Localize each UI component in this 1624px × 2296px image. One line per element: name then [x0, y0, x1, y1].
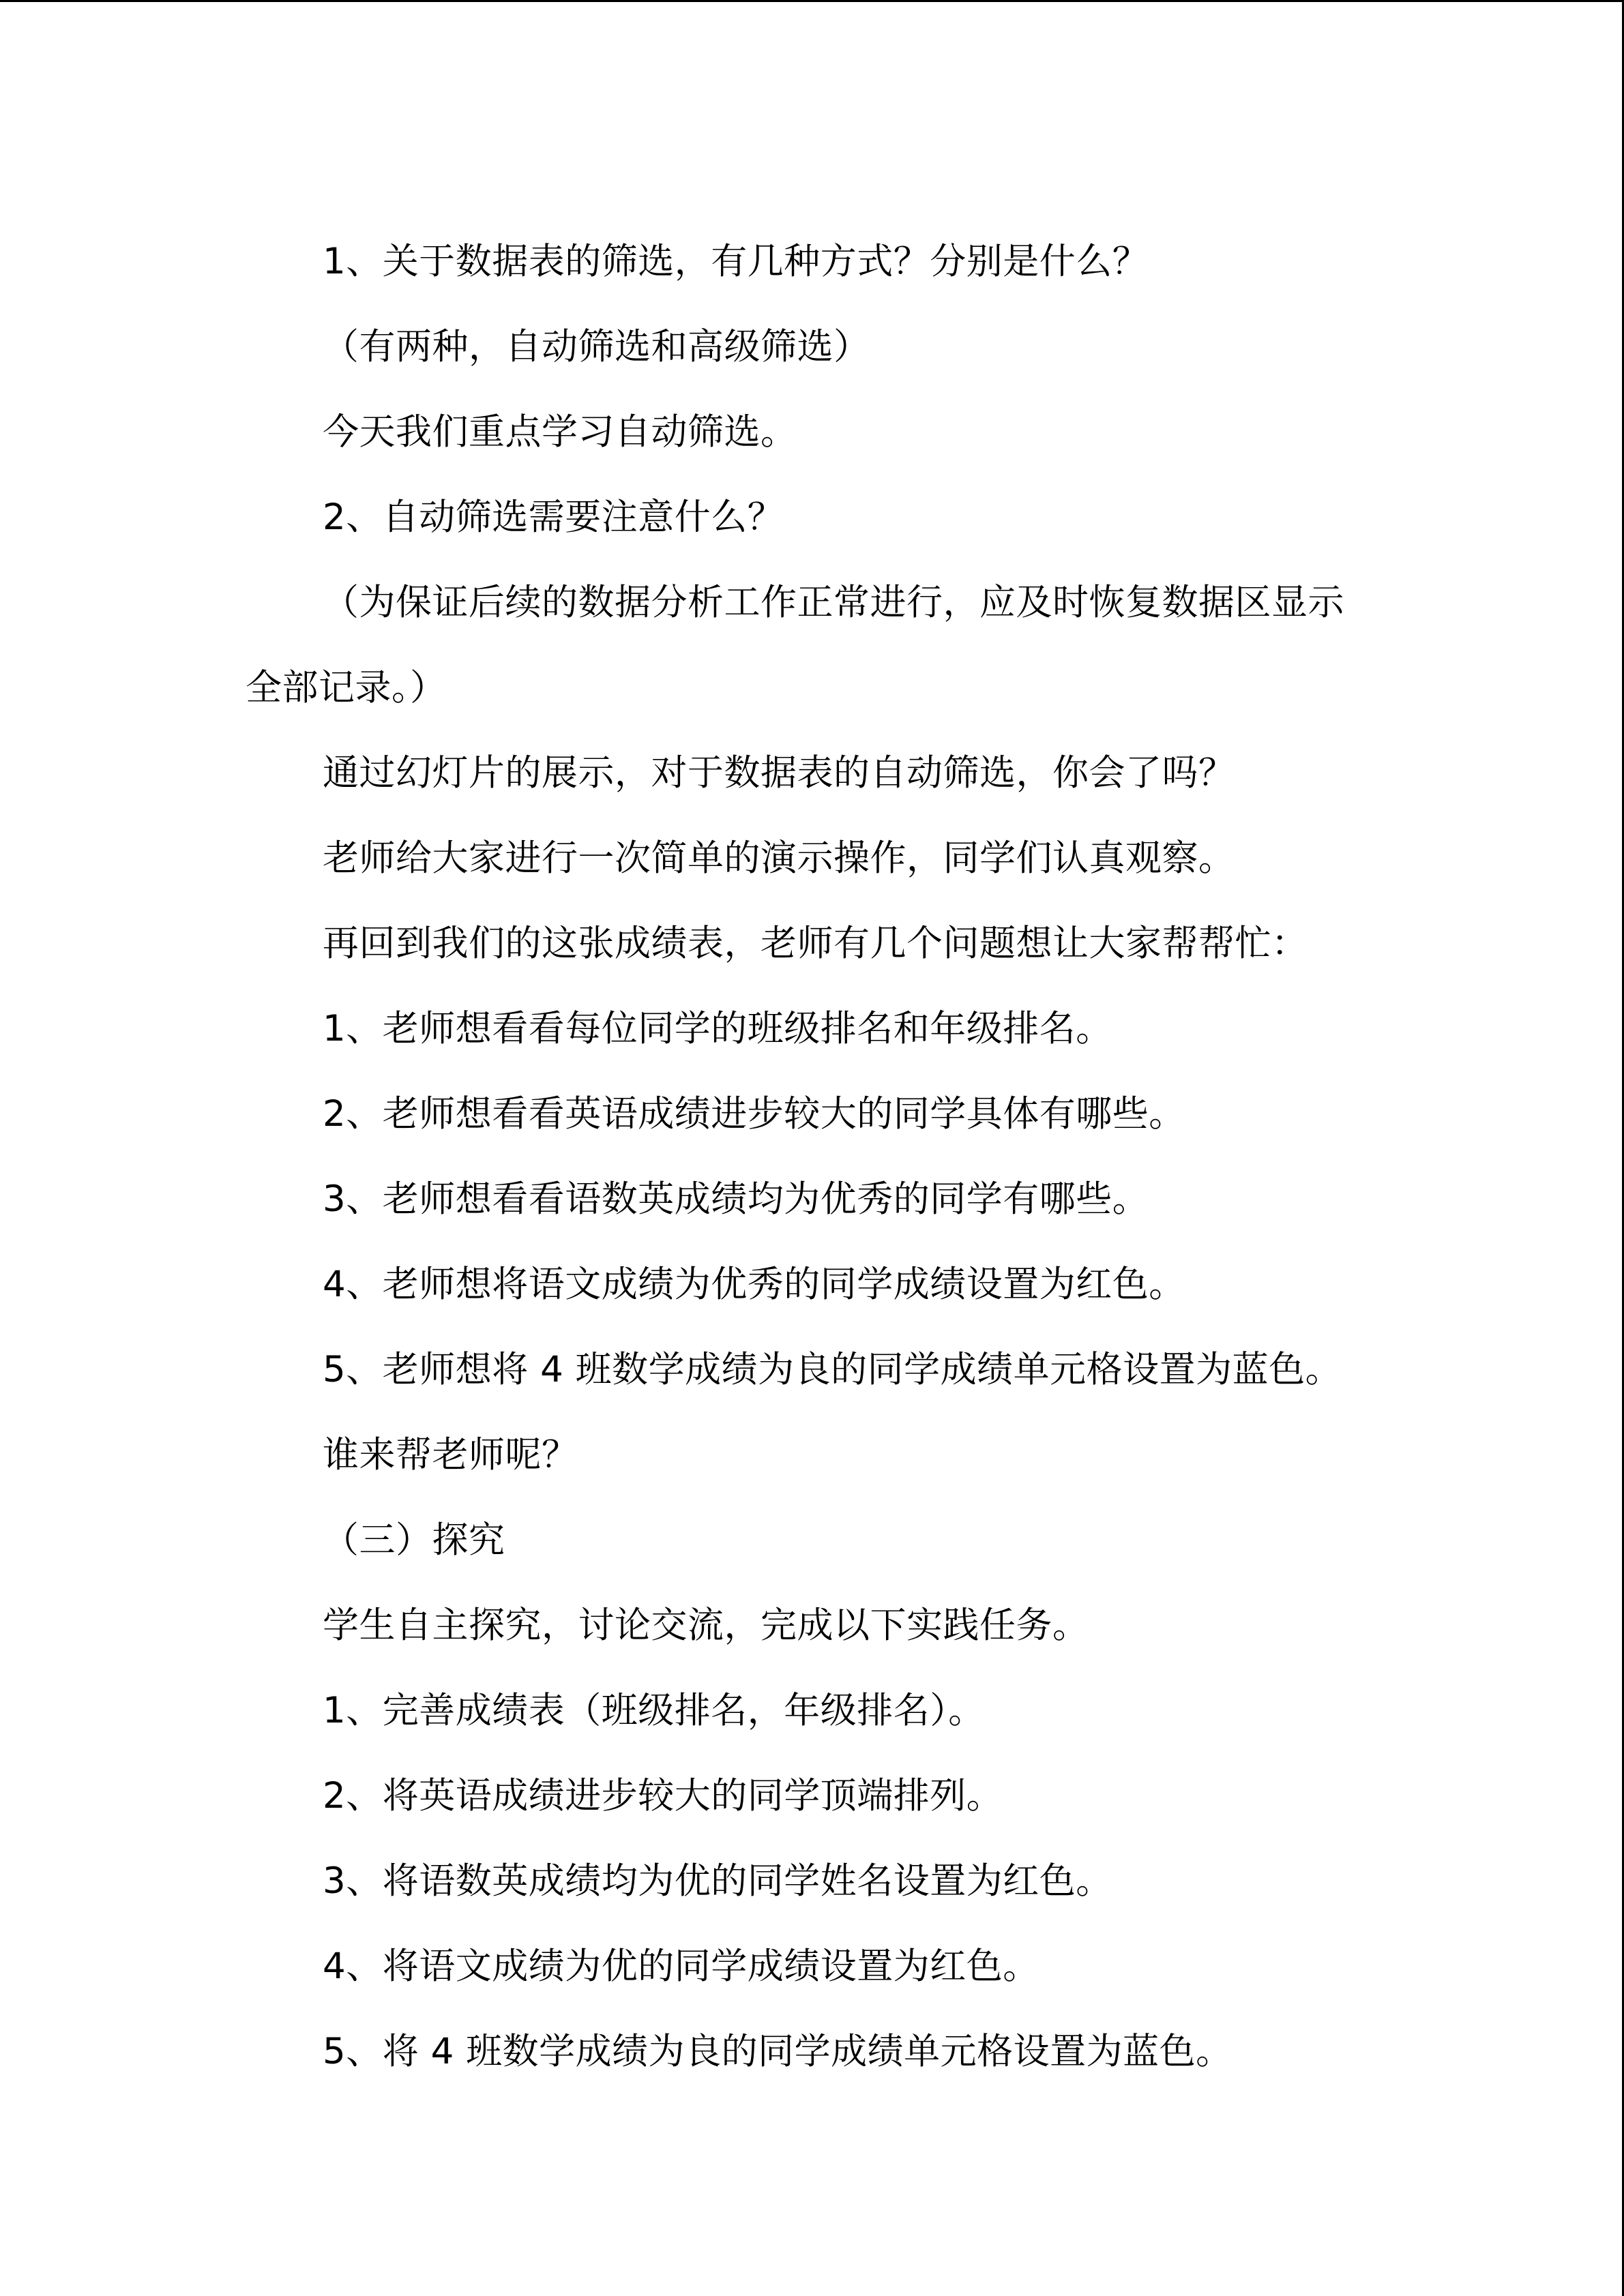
paragraph-who-helps: 谁来帮老师呢？	[323, 1434, 578, 1476]
paragraph-question-1: 1、关于数据表的筛选，有几种方式？分别是什么？	[323, 241, 1149, 282]
list-item-task-4: 4、将语文成绩为优的同学成绩设置为红色。	[323, 1945, 1039, 1987]
paragraph-question-2: 2、自动筛选需要注意什么？	[323, 496, 784, 538]
list-item-teacher-5: 5、老师想将 4 班数学成绩为良的同学成绩单元格设置为蓝色。	[323, 1349, 1342, 1390]
paragraph-focus: 今天我们重点学习自动筛选。	[323, 411, 797, 453]
paragraph-explore-intro: 学生自主探究，讨论交流，完成以下实践任务。	[323, 1605, 1089, 1646]
paragraph-demo: 老师给大家进行一次简单的演示操作，同学们认真观察。	[323, 837, 1235, 879]
paragraph-answer-1: （有两种，自动筛选和高级筛选）	[323, 326, 870, 368]
paragraph-help-request: 再回到我们的这张成绩表，老师有几个问题想让大家帮帮忙：	[323, 923, 1308, 964]
document-body	[246, 219, 1364, 2094]
paragraph-slides: 通过幻灯片的展示，对于数据表的自动筛选，你会了吗？	[323, 752, 1235, 794]
list-item-task-1: 1、完善成绩表（班级排名，年级排名）。	[323, 1690, 985, 1731]
list-item-task-3: 3、将语数英成绩均为优的同学姓名设置为红色。	[323, 1860, 1112, 1902]
list-item-teacher-4: 4、老师想将语文成绩为优秀的同学成绩设置为红色。	[323, 1264, 1185, 1305]
paragraph-answer-2: （为保证后续的数据分析工作正常进行，应及时恢复数据区显示全部记录。）	[246, 582, 1344, 709]
list-item-teacher-2: 2、老师想看看英语成绩进步较大的同学具体有哪些。	[323, 1093, 1185, 1135]
section-heading-explore: （三）探究	[323, 1519, 505, 1561]
list-item-task-5: 5、将 4 班数学成绩为良的同学成绩单元格设置为蓝色。	[323, 2031, 1232, 2072]
list-item-teacher-1: 1、老师想看看每位同学的班级排名和年级排名。	[323, 1008, 1112, 1049]
list-item-task-2: 2、将英语成绩进步较大的同学顶端排列。	[323, 1775, 1003, 1817]
list-item-teacher-3: 3、老师想看看语数英成绩均为优秀的同学有哪些。	[323, 1178, 1149, 1220]
